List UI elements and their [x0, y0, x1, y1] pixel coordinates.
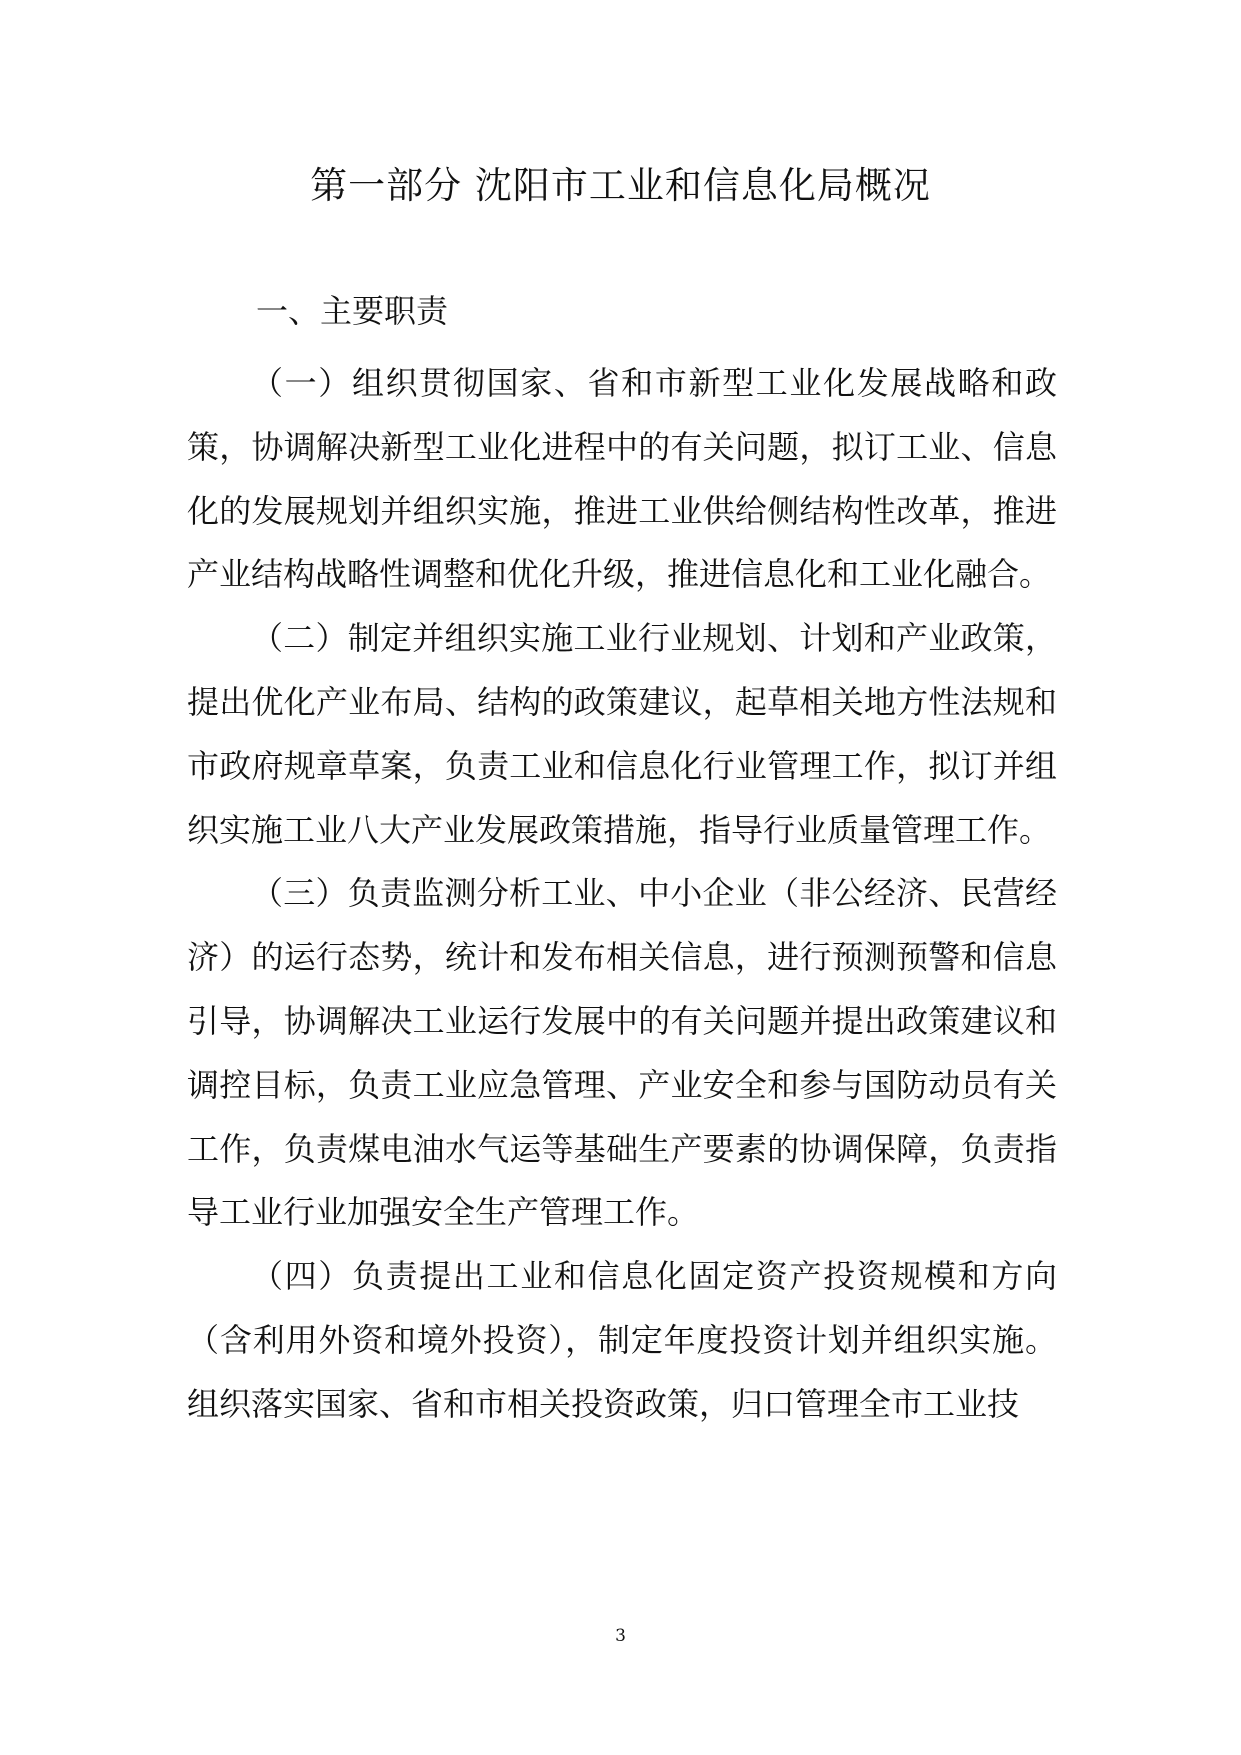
document-title: 第一部分 沈阳市工业和信息化局概况 [310, 164, 931, 207]
body-text [187, 352, 1057, 1437]
section-heading: 一、主要职责 [256, 292, 449, 330]
paragraph-1: （一）组织贯彻国家、省和市新型工业化发展战略和政策，协调解决新型工业化进程中的有关问题，拟订工业、信息化的发展规划并组织实施，推进工业供给侧结构性改革，推进产业结构战略性调整和优化升级，推进信息化和工业化融合。 [187, 364, 1057, 594]
paragraph-2: （二）制定并组织实施工业行业规划、计划和产业政策，提出优化产业布局、结构的政策建议，起草相关地方性法规和市政府规章草案，负责工业和信息化行业管理工作，拟订并组织实施工业八大产业发展政策措施，指导行业质量管理工作。 [187, 619, 1057, 849]
paragraph-3: （三）负责监测分析工业、中小企业（非公经济、民营经济）的运行态势，统计和发布相关信息，进行预测预警和信息引导，协调解决工业运行发展中的有关问题并提出政策建议和调控目标，负责工业应急管理、产业安全和参与国防动员有关工作，负责煤电油水气运等基础生产要素的协调保障，负责指导工业行业加强安全生产管理工作。 [187, 874, 1057, 1232]
paragraph-4: （四）负责提出工业和信息化固定资产投资规模和方向（含利用外资和境外投资），制定年度投资计划并组织实施。组织落实国家、省和市相关投资政策，归口管理全市工业技 [187, 1257, 1057, 1423]
page-number: 3 [615, 1626, 626, 1646]
